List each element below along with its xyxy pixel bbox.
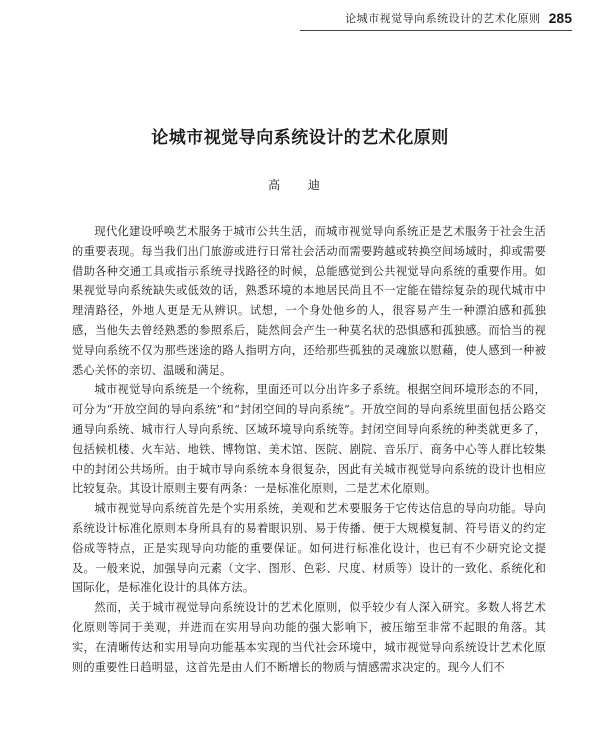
running-title: 论城市视觉导向系统设计的艺术化原则 xyxy=(345,12,541,25)
article-title: 论城市视觉导向系统设计的艺术化原则 xyxy=(151,128,449,148)
paragraph: 然而，关于城市视觉导向系统设计的艺术化原则，似乎较少有人深入研究。多数人将艺术化原则等同于美观，并进而在实用导向功能的强大影响下，被压缩至非常不起眼的角落。其实，在清晰传达和实用导向功能基本实现的当代社会环境中，城市视觉导向系统设计艺术化原则的重要性日趋明显，这首先是由人们不断增长的物质与情感需求决定的。现今人们不 xyxy=(72,601,546,674)
paragraph: 城市视觉导向系统首先是个实用系统，美观和艺术要服务于它传达信息的导向功能。导向系统设计标准化原则本身所具有的易着眼识别、易于传播、便于大规模复制、符号语义的约定俗成等特点，正是实现导向功能的重要保证。如何进行标准化设计，也已有不少研究论文提及。一般来说，加强导向元素（文字、图形、色彩、尺度、材质等）设计的一致化、系统化和国际化，是标准化设计的具体方法。 xyxy=(72,502,546,595)
header-rule xyxy=(300,30,572,31)
paragraph: 现代化建设呼唤艺术服务于城市公共生活，而城市视觉导向系统正是艺术服务于社会生活的重要表现。每当我们出门旅游或进行日常社会活动而需要跨越或转换空间场域时，抑或需要借助各种交通工具或指示系统寻找路径的时候，总能感觉到公共视觉导向系统的重要作用。如果视觉导向系统缺失或低效的话，熟悉环境的本地居民尚且不一定能在错综复杂的现代城市中理清路径，外地人更是无从辨识。试想，一个身处他乡的人，很容易产生一种漂泊感和孤独感，当他失去曾经熟悉的参照系后，陡然间会产生一种莫名状的恐惧感和孤独感。而恰当的视觉导向系统不仅为那些迷途的路人指明方向，还给那些孤独的灵魂旅以慰藉，使人感到一种被悉心关怀的亲切、温暖和满足。 xyxy=(72,225,546,377)
paragraph: 城市视觉导向系统是一个统称，里面还可以分出许多子系统。根据空间环境形态的不同，可分为“开放空间的导向系统”和“封闭空间的导向系统”。开放空间的导向系统里面包括公路交通导向系统、城市行人导向系统、区域环境导向系统等。封闭空间导向系统的种类就更多了，包括候机楼、火车站、地铁、博物馆、美术馆、医院、剧院、音乐厅、商务中心等人群比较集中的封闭公共场所。由于城市导向系统本身很复杂，因此有关城市视觉导向系统的设计也相应比较复杂。其设计原则主要有两条：一是标准化原则，二是艺术化原则。 xyxy=(72,383,546,496)
article-author: 高 迪 xyxy=(268,178,332,192)
page-number: 285 xyxy=(548,10,572,26)
article-body xyxy=(72,222,546,677)
running-header xyxy=(300,8,572,28)
